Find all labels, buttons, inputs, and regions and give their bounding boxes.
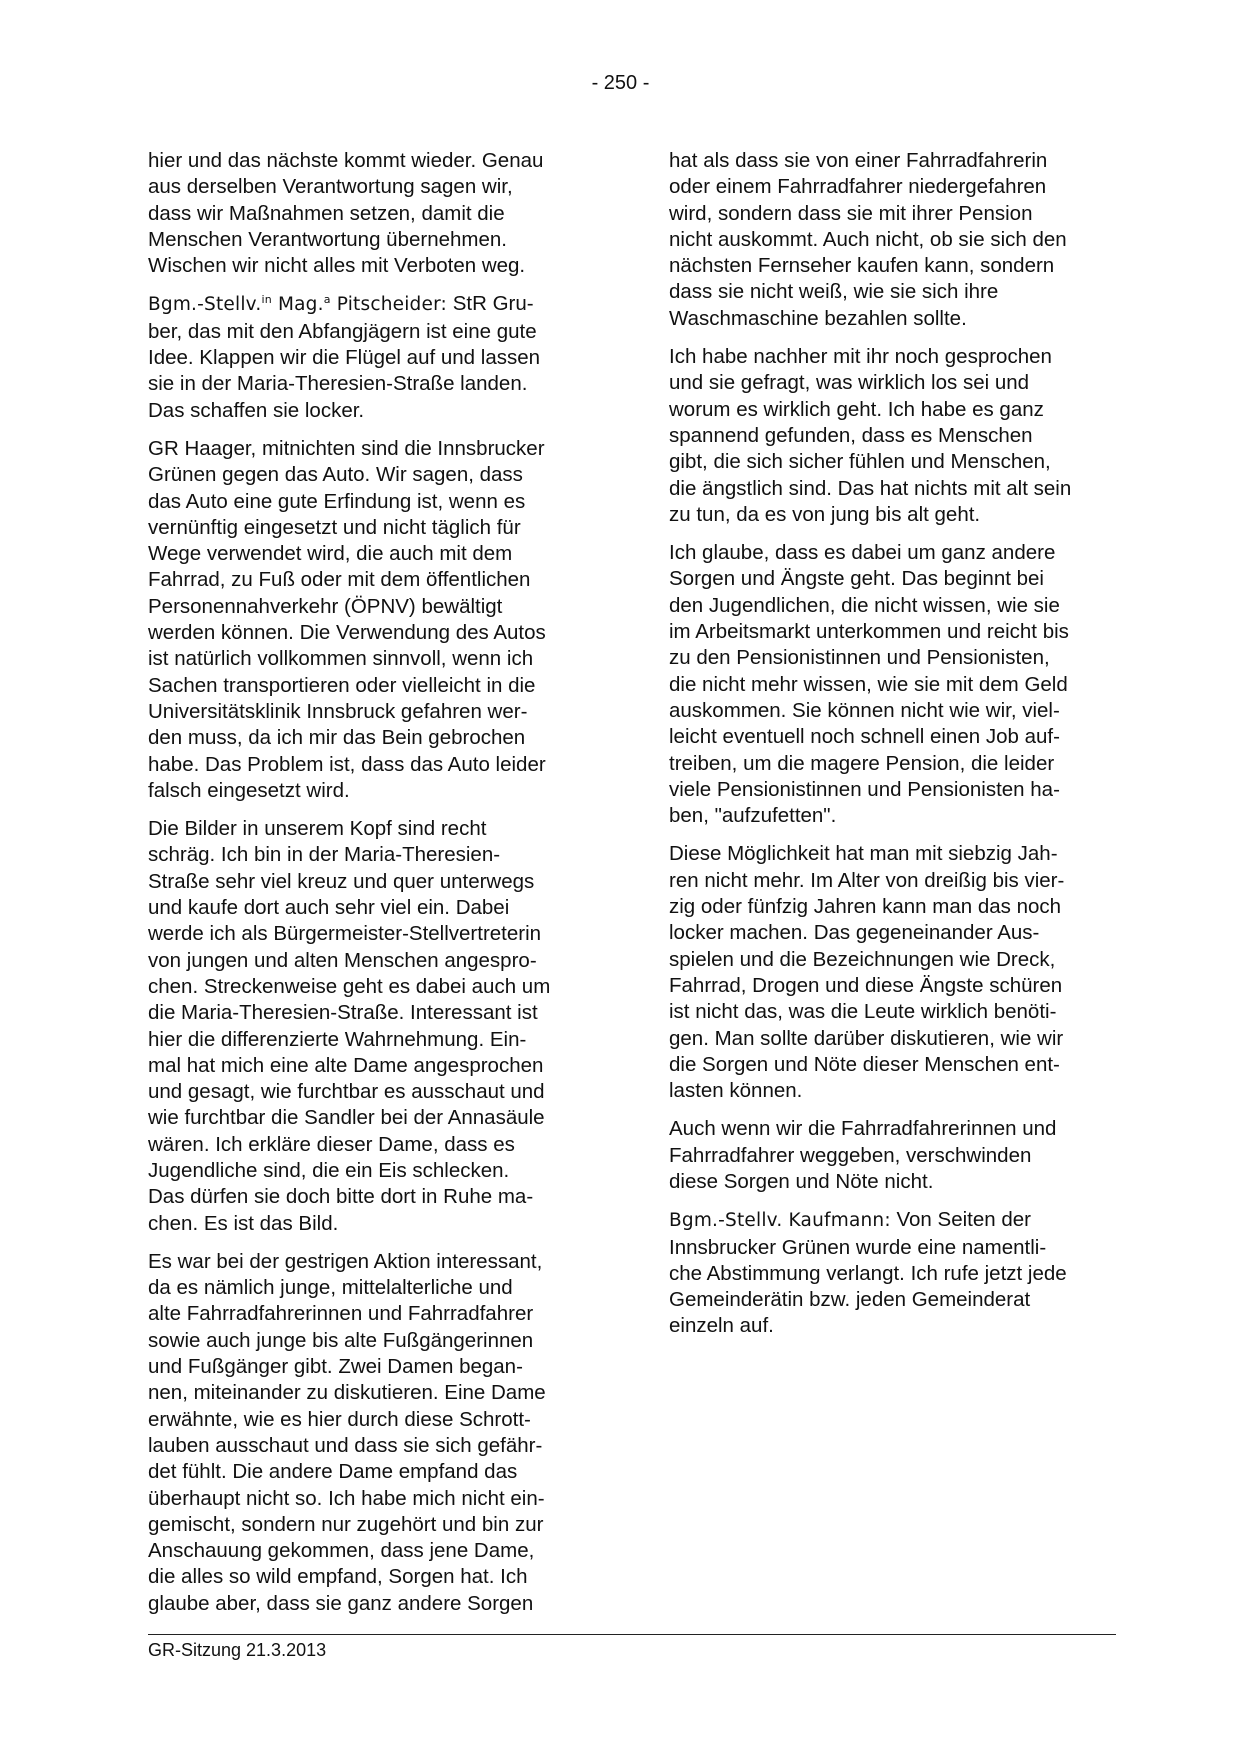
text-line: Fahrradfahrer weggeben, verschwinden (669, 1143, 1032, 1167)
speaker-paragraph-pitscheider (148, 291, 604, 423)
text-line: wird, sondern dass sie mit ihrer Pension (669, 201, 1033, 225)
left-column (148, 148, 604, 1629)
text-line: lauben ausschaut und dass sie sich gefähr- (148, 1433, 543, 1457)
paragraph (669, 540, 1125, 829)
text-line: Waschmaschine bezahlen sollte. (669, 306, 967, 330)
text-line: Das schaffen sie locker. (148, 398, 365, 422)
text-line: leicht eventuell noch schnell einen Job auf- (669, 725, 1060, 749)
text-line: vernünftig eingesetzt und nicht täglich für (148, 515, 521, 539)
paragraph (669, 148, 1125, 332)
text-line: dass wir Maßnahmen setzen, damit die (148, 201, 505, 225)
text-line: Wege verwendet wird, die auch mit dem (148, 542, 513, 566)
text-line: dass sie nicht weiß, wie sie sich ihre (669, 280, 999, 304)
paragraph (669, 841, 1125, 1104)
text-line: da es nämlich junge, mittelalterliche und (148, 1276, 513, 1300)
paragraph (148, 436, 604, 804)
text-line: die ängstlich sind. Das hat nichts mit alt sein (669, 476, 1072, 500)
text-line: werde ich als Bürgermeister-Stellvertreterin (148, 922, 542, 946)
text-line: gemischt, sondern nur zugehört und bin zur (148, 1512, 544, 1536)
text-line: schräg. Ich bin in der Maria-Theresien- (148, 843, 501, 867)
text-line: Innsbrucker Grünen wurde eine namentli- (669, 1235, 1047, 1259)
text-line: Diese Möglichkeit hat man mit siebzig Jah- (669, 842, 1058, 866)
speaker-name: Bgm.-Stellv.$^{in}$ Mag.$^a$ Pitscheider: (148, 293, 447, 316)
paragraph (669, 1116, 1125, 1195)
text-line: Ich habe nachher mit ihr noch gesprochen (669, 345, 1052, 369)
text-line: nen, miteinander zu diskutieren. Eine Dame (148, 1381, 546, 1405)
text-line: Personennahverkehr (ÖPNV) bewältigt (148, 594, 503, 618)
text-line: den muss, da ich mir das Bein gebrochen (148, 726, 526, 750)
text-line: Gemeinderätin bzw. jeden Gemeinderat (669, 1288, 1031, 1312)
paragraph (148, 1249, 604, 1617)
text-line: nicht auskommt. Auch nicht, ob sie sich den (669, 227, 1067, 251)
text-line: wie furchtbar die Sandler bei der Annasäule (148, 1106, 545, 1130)
text-line: spannend gefunden, dass es Menschen (669, 423, 1033, 447)
text-line: ren nicht mehr. Im Alter von dreißig bis vier- (669, 868, 1065, 892)
text-line: spielen und die Bezeichnungen wie Dreck, (669, 947, 1056, 971)
text-line: einzeln auf. (669, 1314, 774, 1338)
footer-session-date: GR-Sitzung 21.3.2013 (148, 1640, 327, 1660)
text-line: Sachen transportieren oder vielleicht in die (148, 673, 536, 697)
text-line: Jugendliche sind, die ein Eis schlecken. (148, 1158, 510, 1182)
text-line: GR Haager, mitnichten sind die Innsbrucker (148, 436, 545, 460)
text-line: Idee. Klappen wir die Flügel auf und lassen (148, 346, 541, 370)
text-line: ber, das mit den Abfangjägern ist eine gute (148, 319, 537, 343)
text-line: und Fußgänger gibt. Zwei Damen began- (148, 1355, 523, 1379)
speaker-name: Bgm.-Stellv. Kaufmann: (669, 1210, 891, 1232)
text-line: gibt, die sich sicher fühlen und Menschen, (669, 450, 1051, 474)
text-line: die alles so wild empfand, Sorgen hat. Ich (148, 1565, 528, 1589)
text-line: die nicht mehr wissen, wie sie mit dem Geld (669, 672, 1068, 696)
text-line: Straße sehr viel kreuz und quer unterwegs (148, 869, 535, 893)
footer-divider (148, 1634, 1116, 1635)
text-line: Die Bilder in unserem Kopf sind recht (148, 817, 487, 841)
text-line: diese Sorgen und Nöte nicht. (669, 1169, 934, 1193)
text-line: ben, "aufzufetten". (669, 804, 837, 828)
paragraph-first-line: Bgm.-Stellv. Kaufmann: Von Seiten der (669, 1208, 1031, 1232)
text-line: det fühlt. Die andere Dame empfand das (148, 1460, 518, 1484)
text-line: Auch wenn wir die Fahrradfahrerinnen und (669, 1117, 1057, 1141)
text-line: Fahrrad, Drogen und diese Ängste schüren (669, 973, 1063, 997)
text-line: sie in der Maria-Theresien-Straße landen. (148, 372, 528, 396)
text-line: Es war bei der gestrigen Aktion interessant, (148, 1249, 543, 1273)
text-line: Ich glaube, dass es dabei um ganz andere (669, 541, 1056, 565)
text-line: nächsten Fernseher kaufen kann, sondern (669, 254, 1055, 278)
text-line: Anschauung gekommen, dass jene Dame, (148, 1539, 535, 1563)
text-line: auskommen. Sie können nicht wie wir, viel- (669, 698, 1060, 722)
text-line: die Maria-Theresien-Straße. Interessant ist (148, 1001, 538, 1025)
text-line: die Sorgen und Nöte dieser Menschen ent- (669, 1052, 1060, 1076)
paragraph-first-line: Bgm.-Stellv.$^{in}$ Mag.$^a$ Pitscheider: StR Gru- (148, 292, 534, 316)
text-line: mal hat mich eine alte Dame angesprochen (148, 1053, 544, 1077)
text-line: Grünen gegen das Auto. Wir sagen, dass (148, 463, 523, 487)
text-line: und sie gefragt, was wirklich los sei und (669, 371, 1030, 395)
text-line: aus derselben Verantwortung sagen wir, (148, 175, 513, 199)
text-line: ist natürlich vollkommen sinnvoll, wenn ich (148, 647, 534, 671)
text-line: glaube aber, dass sie ganz andere Sorgen (148, 1591, 534, 1615)
text-line: wären. Ich erkläre dieser Dame, dass es (148, 1132, 515, 1156)
paragraph (148, 816, 604, 1237)
text-line: und gesagt, wie furchtbar es ausschaut und (148, 1080, 545, 1104)
paragraph (148, 148, 604, 279)
text-line: erwähnte, wie es hier durch diese Schrott- (148, 1407, 531, 1431)
text-line: zig oder fünfzig Jahren kann man das noch (669, 895, 1062, 919)
text-line: Das dürfen sie doch bitte dort in Ruhe ma- (148, 1185, 534, 1209)
text-line: überhaupt nicht so. Ich habe mich nicht ein- (148, 1486, 545, 1510)
text-line: im Arbeitsmarkt unterkommen und reicht bis (669, 620, 1069, 644)
paragraph-rest (148, 319, 604, 424)
text-line: falsch eingesetzt wird. (148, 778, 350, 802)
text-line: das Auto eine gute Erfindung ist, wenn es (148, 489, 526, 513)
text-line: werden können. Die Verwendung des Autos (148, 621, 546, 645)
text-line: viele Pensionistinnen und Pensionisten ha- (669, 777, 1060, 801)
speaker-paragraph-kaufmann (669, 1207, 1125, 1339)
text-line: zu tun, da es von jung bis alt geht. (669, 502, 981, 526)
text-line: habe. Das Problem ist, dass das Auto leider (148, 752, 546, 776)
text-line: zu den Pensionistinnen und Pensionisten, (669, 646, 1050, 670)
text-line: chen. Es ist das Bild. (148, 1211, 339, 1235)
text-line: hat als dass sie von einer Fahrradfahrerin (669, 149, 1048, 172)
right-column (669, 148, 1125, 1352)
text-line: Menschen Verantwortung übernehmen. (148, 227, 507, 251)
text-line: oder einem Fahrradfahrer niedergefahren (669, 175, 1047, 199)
text-line: und kaufe dort auch sehr viel ein. Dabei (148, 896, 510, 920)
text-line: worum es wirklich geht. Ich habe es ganz (669, 397, 1044, 421)
text-line: gen. Man sollte darüber diskutieren, wie wir (669, 1026, 1064, 1050)
text-line: hier die differenzierte Wahrnehmung. Ein- (148, 1027, 527, 1051)
page-number: - 250 - (591, 72, 650, 94)
text-line: Wischen wir nicht alles mit Verboten weg. (148, 254, 526, 278)
paragraph (669, 344, 1125, 528)
text-line: treiben, um die magere Pension, die leider (669, 751, 1055, 775)
text-line: sowie auch junge bis alte Fußgängerinnen (148, 1328, 534, 1352)
text-line: Universitätsklinik Innsbruck gefahren wer- (148, 699, 528, 723)
text-line: von jungen und alten Menschen angespro- (148, 948, 537, 972)
text-line: chen. Streckenweise geht es dabei auch um (148, 974, 551, 998)
text-line: ist nicht das, was die Leute wirklich benöti- (669, 1000, 1057, 1024)
text-line: che Abstimmung verlangt. Ich rufe jetzt jede (669, 1261, 1067, 1285)
text-line: Sorgen und Ängste geht. Das beginnt bei (669, 567, 1044, 591)
text-line: locker machen. Das gegeneinander Aus- (669, 921, 1040, 945)
text-line: alte Fahrradfahrerinnen und Fahrradfahrer (148, 1302, 534, 1326)
text-line: den Jugendlichen, die nicht wissen, wie sie (669, 593, 1060, 617)
text-line: lasten können. (669, 1079, 803, 1103)
text-line: Fahrrad, zu Fuß oder mit dem öffentlichen (148, 568, 531, 592)
text-line: hier und das nächste kommt wieder. Genau (148, 149, 544, 172)
paragraph-rest (669, 1235, 1125, 1340)
